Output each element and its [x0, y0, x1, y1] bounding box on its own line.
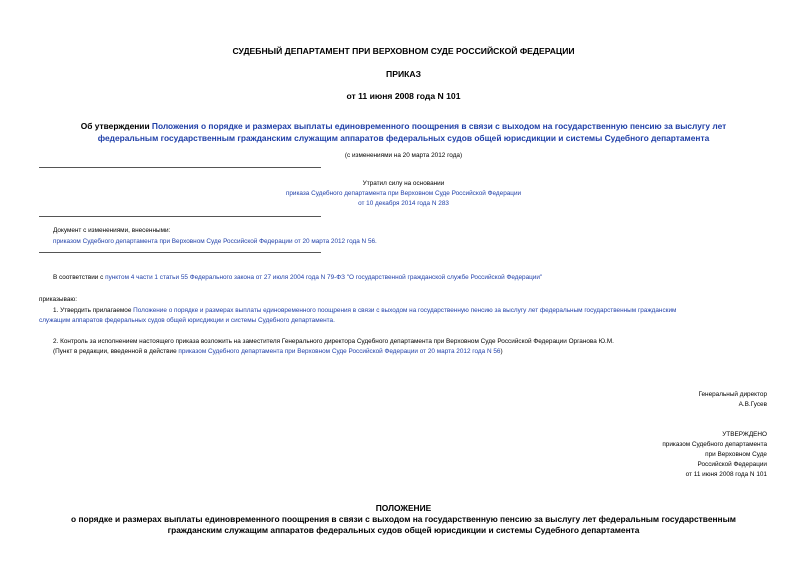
changes-label: Документ с изменениями, внесенными:	[53, 227, 171, 234]
regulation-line1: о порядке и размерах выплаты единовременного поощрения в связи с выходом на государственную пенсию за выслугу лет федеральным государственным	[71, 514, 736, 524]
regulation-title: ПОЛОЖЕНИЕ	[375, 503, 432, 513]
item1-link-line1[interactable]: Положение о порядке и размерах выплаты единовременного поощрения в связи с выходом на государственную пенсию за выслугу лет федеральным государственным гражданским	[133, 307, 677, 314]
title-link-line1[interactable]: Положения о порядке и размерах выплаты единовременного поощрения в связи с выходом на государственную пенсию за выслугу лет	[151, 121, 727, 131]
basis-prefix: В соответствии с	[53, 274, 106, 281]
item2-prefix: (Пункт в редакции, введенной в действие	[53, 348, 179, 355]
regulation-heading	[20, 503, 787, 536]
lost-force-link-line3[interactable]: от 10 декабря 2014 года N 283	[358, 200, 449, 207]
approved-line2: при Верховном Суде	[705, 451, 767, 458]
document-date-number: от 11 июня 2008 года N 101	[346, 91, 461, 101]
divider-top	[39, 167, 321, 168]
item2-link[interactable]: приказом Судебного департамента при Верховном Суде Российской Федерации от 20 марта 2012 года N 56	[178, 348, 501, 355]
lost-force-line1: Утратил силу на основании	[362, 180, 445, 187]
changes-block	[53, 226, 753, 247]
item1-link-line2[interactable]: служащим аппаратов федеральных судов общей юрисдикции и системы Судебного департамента.	[39, 317, 335, 324]
order-word: приказываю:	[39, 296, 77, 303]
item2-paragraph	[53, 337, 783, 357]
document-title	[20, 120, 787, 144]
approved-line1: приказом Судебного департамента	[662, 441, 767, 448]
lost-force-link-line2[interactable]: приказа Судебного департамента при Верховном Суде Российской Федерации	[285, 190, 522, 197]
title-prefix: Об утверждении	[80, 121, 152, 131]
item2-line1: 2. Контроль за исполнением настоящего приказа возложить на заместителя Генерального директора Судебного департамента при Верховном Суде Российской Федерации Органова Ю.М.	[53, 338, 614, 345]
lost-force-block	[20, 179, 787, 209]
item1-paragraph	[39, 306, 779, 326]
signature-block	[698, 390, 767, 410]
amendment-note: (с изменениями на 20 марта 2012 года)	[344, 152, 463, 159]
approved-line4: от 11 июня 2008 года N 101	[685, 471, 767, 478]
department-heading: СУДЕБНЫЙ ДЕПАРТАМЕНТ ПРИ ВЕРХОВНОМ СУДЕ РОССИЙСКОЙ ФЕДЕРАЦИИ	[232, 46, 575, 56]
title-link-line2[interactable]: федеральным государственным гражданским служащим аппаратов федеральных судов общей юрисдикции и системы Судебного департамента	[97, 133, 710, 143]
divider-mid	[39, 216, 321, 217]
approved-line3: Российской Федерации	[697, 461, 767, 468]
item1-prefix: 1. Утвердить прилагаемое	[53, 307, 134, 314]
document-type: ПРИКАЗ	[386, 69, 421, 79]
basis-paragraph	[53, 273, 773, 283]
changes-link[interactable]: приказом Судебного департамента при Верховном Суде Российской Федерации от 20 марта 2012 года N 56.	[53, 238, 377, 245]
item2-suffix: )	[500, 348, 503, 355]
basis-link[interactable]: пунктом 4 части 1 статьи 55 Федерального закона от 27 июля 2004 года N 79-ФЗ "О государственной гражданской службе Российской Федерации"	[105, 274, 543, 281]
divider-bottom	[39, 252, 321, 253]
signature-name: А.В.Гусев	[738, 401, 767, 408]
approved-block	[662, 430, 767, 480]
signature-position: Генеральный директор	[698, 391, 767, 398]
regulation-line2: гражданским служащим аппаратов федеральных судов общей юрисдикции и системы Судебного департамента	[167, 525, 640, 535]
approved-word: УТВЕРЖДЕНО	[722, 431, 767, 438]
